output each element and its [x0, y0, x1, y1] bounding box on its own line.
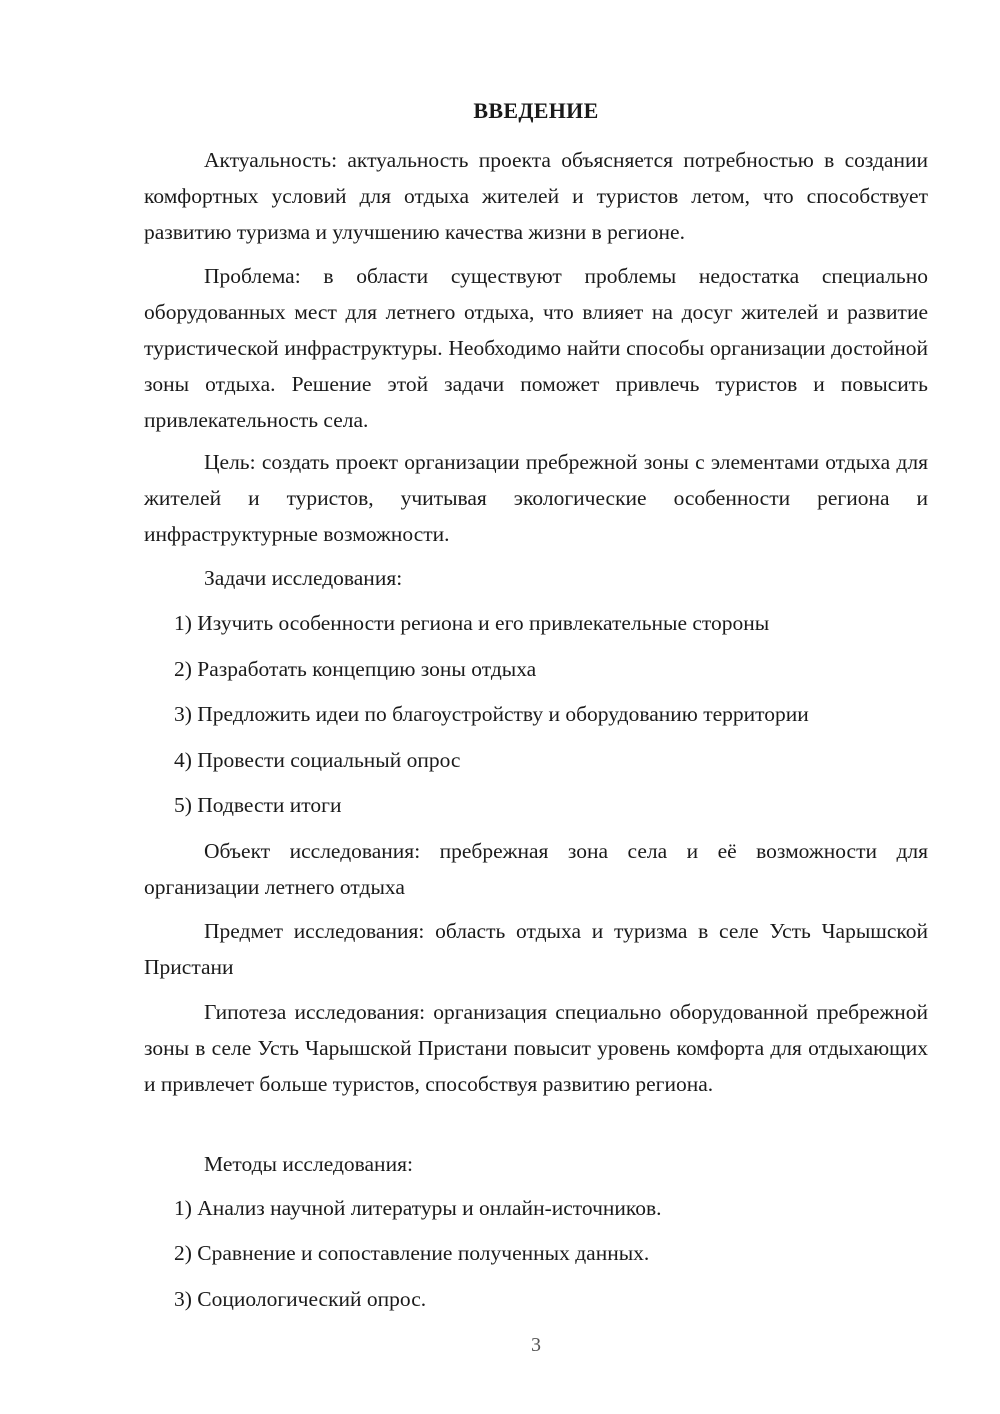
- goal-paragraph: Цель: создать проект организации пребрежной зоны с элементами отдыха для жителей и туристов, учитывая экологические особенности региона и инфраструктурные возможности.: [144, 450, 928, 546]
- tasks-heading: Задачи исследования:: [204, 566, 403, 590]
- page-number: 3: [531, 1334, 541, 1356]
- subject-paragraph: Предмет исследования: область отдыха и туризма в селе Усть Чарышской Пристани: [144, 919, 928, 979]
- task-item: 3) Предложить идеи по благоустройству и оборудованию территории: [174, 702, 809, 726]
- task-item: 2) Разработать концепцию зоны отдыха: [174, 657, 537, 681]
- object-paragraph: Объект исследования: пребрежная зона села и её возможности для организации летнего отдыха: [144, 839, 928, 899]
- problem-paragraph: Проблема: в области существуют проблемы недостатка специально оборудованных мест для летнего отдыха, что влияет на досуг жителей и развитие туристической инфраструктуры. Необходимо найти способы организации достойной зоны отдыха. Решение этой задачи поможет привлечь туристов и повысить привлекательность села.: [144, 264, 928, 432]
- hypothesis-paragraph: Гипотеза исследования: организация специально оборудованной пребрежной зоны в селе Усть Чарышской Пристани повысит уровень комфорта для отдыхающих и привлечет больше туристов, способствуя развитию региона.: [144, 1000, 928, 1096]
- section-title: ВВЕДЕНИЕ: [473, 98, 599, 123]
- task-item: 5) Подвести итоги: [174, 793, 342, 817]
- method-item: 2) Сравнение и сопоставление полученных данных.: [174, 1241, 650, 1265]
- method-item: 3) Социологический опрос.: [174, 1287, 427, 1311]
- task-item: 4) Провести социальный опрос: [174, 748, 461, 772]
- relevance-paragraph: Актуальность: актуальность проекта объясняется потребностью в создании комфортных условий для отдыха жителей и туристов летом, что способствует развитию туризма и улучшению качества жизни в регионе.: [144, 148, 928, 244]
- methods-heading: Методы исследования:: [204, 1152, 413, 1176]
- method-item: 1) Анализ научной литературы и онлайн-источников.: [174, 1196, 662, 1220]
- task-item: 1) Изучить особенности региона и его привлекательные стороны: [174, 611, 770, 635]
